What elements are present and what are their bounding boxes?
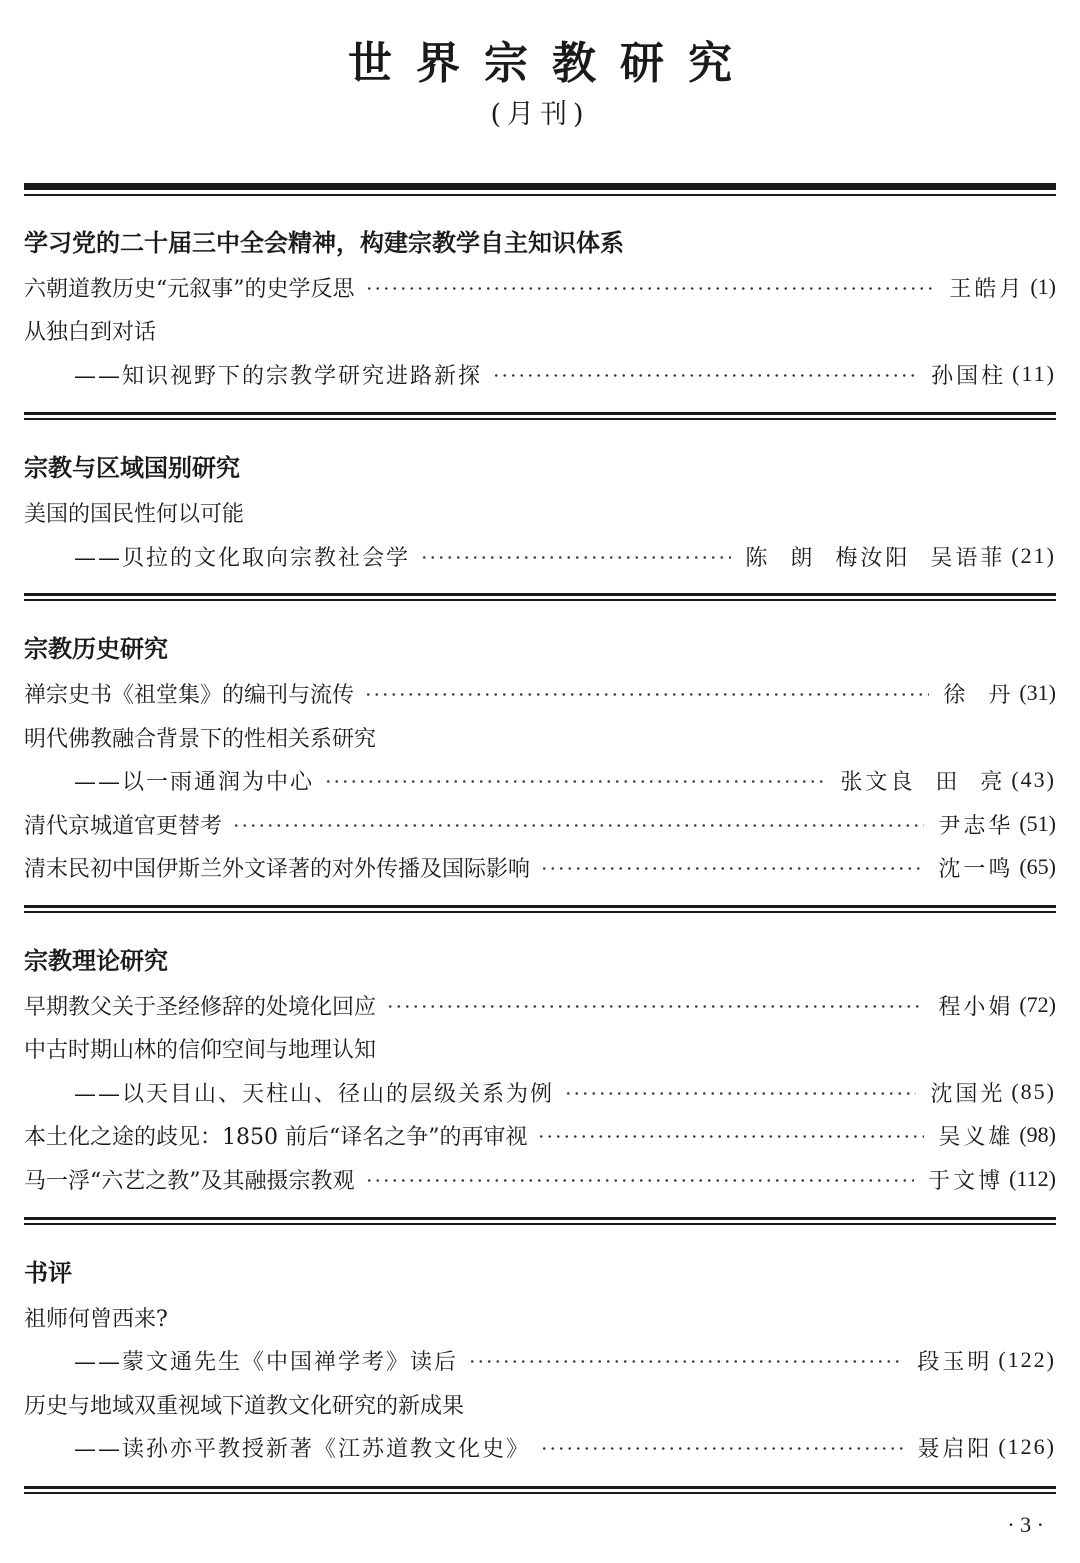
toc-entry[interactable] (24, 988, 1056, 1022)
dot-leader (420, 556, 731, 559)
entry-subtitle: ——贝拉的文化取向宗教社会学 (74, 545, 411, 571)
entry-title: 禅宗史书《祖堂集》的编刊与流传 (24, 682, 355, 708)
dot-leader (232, 824, 924, 827)
dot-leader (492, 374, 917, 377)
section-heading: 书评 (24, 1259, 72, 1287)
dot-leader (386, 1005, 924, 1008)
entry-author: 徐 丹 (943, 682, 1014, 708)
entry-title: 历史与地域双重视域下道教文化研究的新成果 (24, 1393, 465, 1419)
entry-title: 清代京城道官更替考 (24, 813, 223, 839)
page-number: · 3 · (1007, 1512, 1044, 1537)
entry-title: 中古时期山林的信仰空间与地理认知 (24, 1037, 377, 1063)
entry-author: 程小娟 (938, 994, 1014, 1020)
entry-author: 王皓月 (949, 276, 1025, 302)
entry-author: 吴义雄 (938, 1124, 1014, 1150)
entry-page: (98) (1019, 1122, 1056, 1147)
entry-author: 孙国柱 (931, 363, 1007, 389)
toc-entry[interactable] (24, 807, 1056, 841)
toc-entry[interactable] (24, 1031, 1056, 1065)
section-divider (24, 412, 1056, 420)
dot-leader (364, 693, 929, 696)
toc-entry-subtitle[interactable] (74, 1075, 1056, 1109)
dot-leader (468, 1360, 903, 1363)
entry-subtitle: ——蒙文通先生《中国禅学考》读后 (74, 1349, 459, 1375)
toc-entry-subtitle[interactable] (74, 763, 1056, 797)
section-heading: 宗教理论研究 (24, 947, 168, 975)
entry-author: 于文博 (928, 1168, 1004, 1194)
entry-subtitle: ——以一雨通润为中心 (74, 769, 315, 795)
entry-page: (21) (1011, 543, 1056, 568)
toc-entry[interactable] (24, 1300, 1056, 1334)
toc-entry[interactable] (24, 313, 1056, 347)
toc-entry[interactable] (24, 1387, 1056, 1421)
entry-title: 明代佛教融合背景下的性相关系研究 (24, 726, 377, 752)
toc-entry[interactable] (24, 720, 1056, 754)
entry-author: 张文良 田 亮 (840, 769, 1006, 795)
entry-page: (122) (998, 1347, 1056, 1372)
entry-page: (65) (1019, 854, 1056, 879)
entry-subtitle: ——以天目山、天柱山、径山的层级关系为例 (74, 1081, 555, 1107)
dot-leader (365, 287, 936, 290)
section-heading: 学习党的二十届三中全会精神，构建宗教学自主知识体系 (24, 229, 624, 257)
toc-entry[interactable] (24, 495, 1056, 529)
toc-entry[interactable] (24, 676, 1056, 710)
toc-entry[interactable] (24, 270, 1056, 304)
header-divider (24, 183, 1056, 196)
toc-entry-subtitle[interactable] (74, 1343, 1056, 1377)
journal-title: 世界宗教研究 (348, 38, 756, 89)
entry-page: (72) (1019, 992, 1056, 1017)
entry-author: 陈 朗 梅汝阳 吴语菲 (745, 545, 1006, 571)
toc-entry[interactable] (24, 850, 1056, 884)
entry-title: 六朝道教历史“元叙事”的史学反思 (24, 276, 355, 302)
section-heading: 宗教历史研究 (24, 635, 168, 663)
dot-leader (564, 1092, 916, 1095)
section-divider (24, 1217, 1056, 1225)
toc-entry-subtitle[interactable] (74, 539, 1056, 573)
entry-author: 段玉明 (917, 1349, 993, 1375)
dot-leader (540, 867, 924, 870)
entry-subtitle: ——读孙亦平教授新著《江苏道教文化史》 (74, 1436, 531, 1462)
entry-page: (126) (998, 1434, 1056, 1459)
entry-author: 沈国光 (930, 1081, 1006, 1107)
section-divider (24, 905, 1056, 913)
toc-entry[interactable] (24, 1118, 1056, 1152)
entry-page: (85) (1011, 1079, 1056, 1104)
entry-page: (31) (1019, 680, 1056, 705)
entry-subtitle: ——知识视野下的宗教学研究进路新探 (74, 363, 483, 389)
entry-title: 马一浮“六艺之教”及其融摄宗教观 (24, 1168, 355, 1194)
entry-title: 祖师何曾西来? (24, 1306, 168, 1332)
entry-page: (1) (1030, 274, 1056, 299)
entry-page: (112) (1009, 1166, 1056, 1191)
dot-leader (537, 1135, 924, 1138)
toc-entry-subtitle[interactable] (74, 1430, 1056, 1464)
dot-leader (324, 780, 826, 783)
entry-title: 本土化之途的歧见：1850 前后“译名之争”的再审视 (24, 1124, 528, 1150)
entry-title: 清末民初中国伊斯兰外文译著的对外传播及国际影响 (24, 856, 531, 882)
footer-divider (24, 1486, 1056, 1494)
entry-author: 尹志华 (938, 813, 1014, 839)
entry-page: (51) (1019, 811, 1056, 836)
entry-page: (43) (1011, 767, 1056, 792)
journal-frequency: (月刊) (490, 99, 590, 130)
entry-title: 美国的国民性何以可能 (24, 501, 245, 527)
dot-leader (365, 1179, 915, 1182)
entry-title: 早期教父关于圣经修辞的处境化回应 (24, 994, 377, 1020)
section-heading: 宗教与区域国别研究 (24, 454, 240, 482)
toc-entry[interactable] (24, 1162, 1056, 1196)
entry-author: 聂启阳 (917, 1436, 993, 1462)
entry-author: 沈一鸣 (938, 856, 1014, 882)
dot-leader (540, 1447, 903, 1450)
toc-entry-subtitle[interactable] (74, 357, 1056, 391)
entry-page: (11) (1012, 361, 1056, 386)
entry-title: 从独白到对话 (24, 319, 157, 345)
section-divider (24, 593, 1056, 601)
